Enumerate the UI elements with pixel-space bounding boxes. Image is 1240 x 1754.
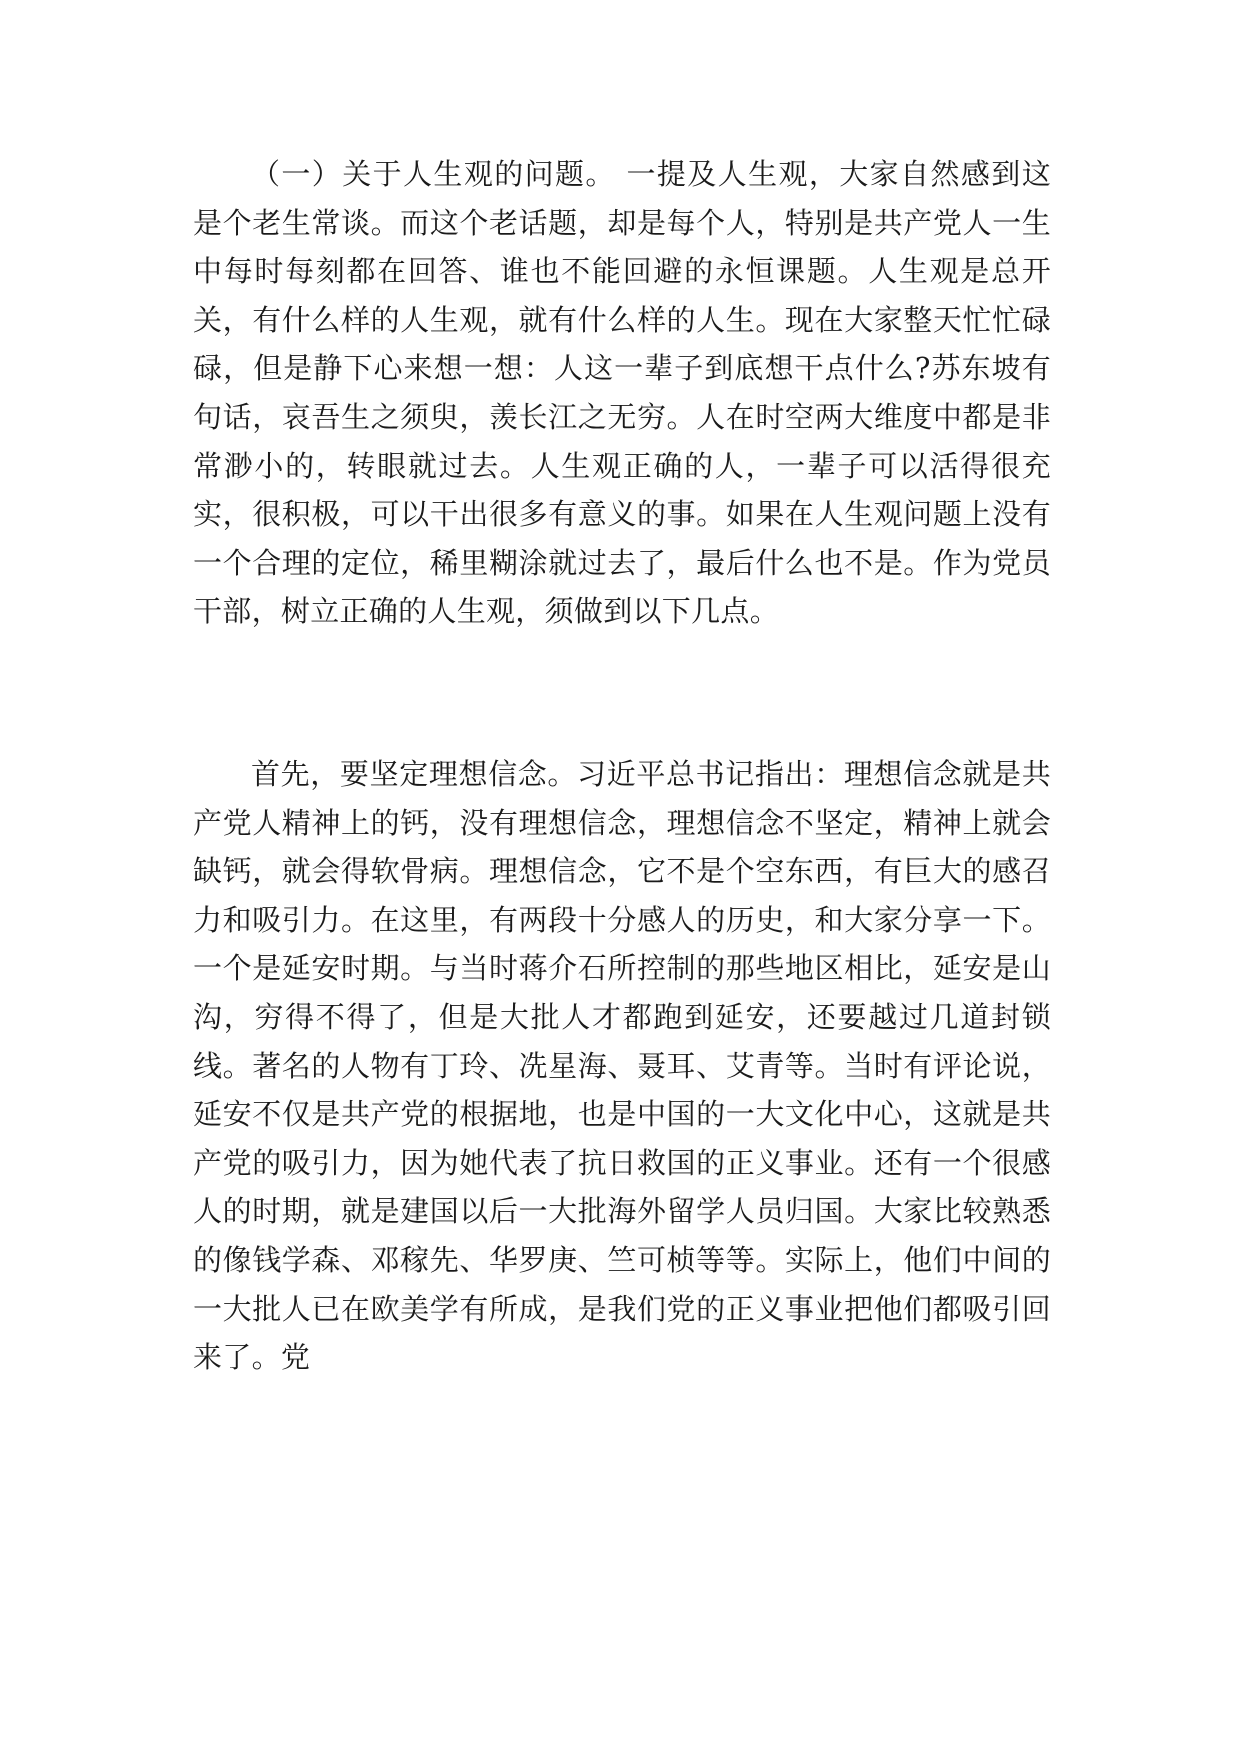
paragraph-text: （一）关于人生观的问题。 一提及人生观，大家自然感到这是个老生常谈。而这个老话题，却是每个人，特别是共产党人一生中每时每刻都在回答、谁也不能回避的永恒课题。人生观是总开关，有什么样的人生观，就有什么样的人生。现在大家整天忙忙碌碌，但是静下心来想一想：人这一辈子到底想干点什么?苏东坡有句话，哀吾生之须臾，羡长江之无穷。人在时空两大维度中都是非常渺小的，转眼就过去。人生观正确的人，一辈子可以活得很充实，很积极，可以干出很多有意义的事。如果在人生观问题上没有一个合理的定位，稀里糊涂就过去了，最后什么也不是。作为党员干部，树立正确的人生观，须做到以下几点。 bbox=[193, 157, 1051, 629]
paragraph-ideals-beliefs bbox=[193, 750, 1051, 1382]
paragraph-life-outlook bbox=[193, 150, 1051, 636]
paragraph-text: 首先，要坚定理想信念。习近平总书记指出：理想信念就是共产党人精神上的钙，没有理想信念，理想信念不坚定，精神上就会缺钙，就会得软骨病。理想信念，它不是个空东西，有巨大的感召力和吸引力。在这里，有两段十分感人的历史，和大家分享一下。 一个是延安时期。与当时蒋介石所控制的那些地区相比，延安是山沟，穷得不得了，但是大批人才都跑到延安，还要越过几道封锁线。著名的人物有丁玲、冼星海、聂耳、艾青等。当时有评论说，延安不仅是共产党的根据地，也是中国的一大文化中心，这就是共产党的吸引力，因为她代表了抗日救国的正义事业。还有一个很感人的时期，就是建国以后一大批海外留学人员归国。大家比较熟悉的像钱学森、邓稼先、华罗庚、竺可桢等等。实际上，他们中间的一大批人已在欧美学有所成，是我们党的正义事业把他们都吸引回来了。党 bbox=[193, 757, 1051, 1375]
